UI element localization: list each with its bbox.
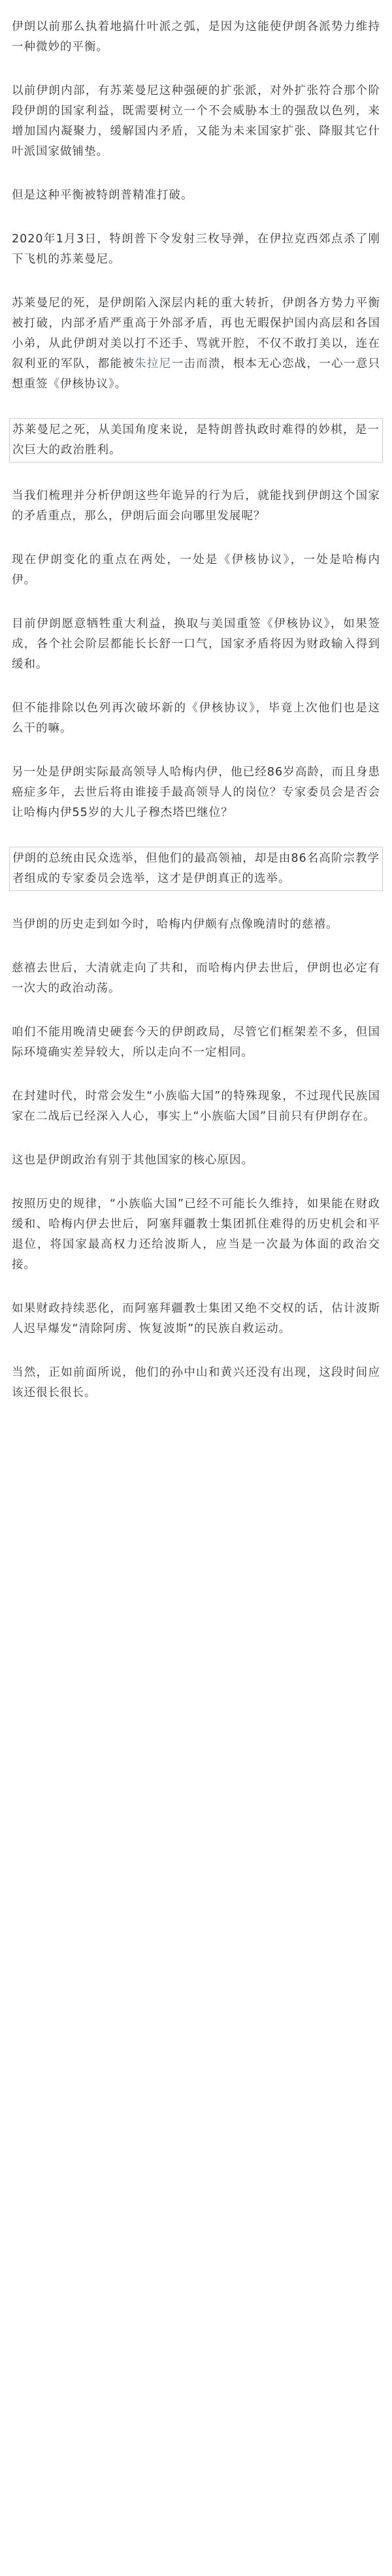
paragraph: 另一处是伊朗实际最高领导人哈梅内伊，他已经86岁高龄，而且身患癌症多年，去世后将由谁接手最高领导人的岗位？专家委员会是否会让哈梅内伊55岁的大儿子穆杰塔巴继位？ [12, 766, 380, 819]
paragraph: 当我们梳理并分析伊朗这些年诡异的行为后，就能找到伊朗这个国家的矛盾重点，那么，伊朗后面会向哪里发展呢？ [12, 489, 380, 523]
paragraph: 按照历史的规律，“小族临大国”已经不可能长久维持，如果能在财政缓和、哈梅内伊去世后，阿塞拜疆教士集团抓住难得的历史机会和平退位，将国家最高权力还给波斯人，应当是一次最为体面的政治交接。 [12, 1198, 380, 1271]
highlighted-paragraph: 伊朗的总统由民众选举，但他们的最高领袖，却是由86名高阶宗教学者组成的专家委员会选举，这才是伊朗真正的选举。 [9, 847, 383, 891]
paragraph: 但不能排除以色列再次破坏新的《伊核协议》，毕竟上次他们也是这么干的嘛。 [12, 702, 380, 735]
paragraph: 咱们不能用晚清史硬套今天的伊朗政局，尽管它们框架差不多，但国际环境确实差异较大，所以走向不一定相同。 [12, 1026, 380, 1059]
zhulani-link[interactable]: 朱拉尼 [135, 357, 172, 370]
paragraph: 2020年1月3日，特朗普下令发射三枚导弹，在伊拉克西郊点杀了刚下飞机的苏莱曼尼。 [12, 233, 380, 266]
paragraph: 现在伊朗变化的重点在两处，一处是《伊核协议》，一处是哈梅内伊。 [12, 553, 380, 587]
paragraph-text: 苏莱曼尼的死，是伊朗陷入深层内耗的重大转折，伊朗各方势力平衡被打破，内部矛盾严重高于外部矛盾，再也无暇保护国内高层和各国小弟，从此伊朗对美以打不还手、骂就开腔，不仅不敢打美以，连在叙利亚的军队，都能被 [12, 297, 380, 370]
paragraph: 在封建时代，时常会发生“小族临大国”的特殊现象，不过现代民族国家在二战后已经深入人心，事实上“小族临大国”目前只有伊朗存在。 [12, 1090, 380, 1123]
paragraph: 以前伊朗内部，有苏莱曼尼这种强硬的扩张派，对外扩张符合那个阶段伊朗的国家利益，既需要树立一个不会威胁本土的强敌以色列，来增加国内凝聚力，缓解国内矛盾，又能为未来国家扩张、降服其它什叶派国家做铺垫。 [12, 84, 380, 158]
paragraph: 当伊朗的历史走到如今时，哈梅内伊颇有点像晚清时的慈禧。 [12, 918, 338, 931]
paragraph: 但是这种平衡被特朗普精准打破。 [12, 189, 193, 202]
paragraph-text: 一击而溃，根本无心恋战，一心一意只想重签《伊核协议》。 [12, 357, 381, 391]
paragraph: 当然，正如前面所说，他们的孙中山和黄兴还没有出现，这段时间应该还很长很长。 [12, 1366, 380, 1399]
paragraph: 这也是伊朗政治有别于其他国家的核心原因。 [12, 1154, 253, 1167]
paragraph: 目前伊朗愿意牺牲重大利益，换取与美国重签《伊核协议》，如果签成，各个社会阶层都能长长舒一口气，国家矛盾将因为财政输入得到缓和。 [12, 617, 380, 671]
paragraph: 如果财政持续恶化，而阿塞拜疆教士集团又绝不交权的话，估计波斯人迟早爆发“清除阿虏、恢复波斯”的民族自救运动。 [12, 1302, 380, 1335]
paragraph: 伊朗以前那么执着地搞什叶派之弧，是因为这能使伊朗各派势力维持一种微妙的平衡。 [12, 20, 380, 54]
highlighted-paragraph: 苏莱曼尼之死，从美国角度来说，是特朗普执政时难得的妙棋，是一次巨大的政治胜利。 [9, 418, 383, 463]
paragraph-with-link [12, 293, 380, 395]
paragraph: 慈禧去世后，大清就走向了共和，而哈梅内伊去世后，伊朗也必定有一次大的政治动荡。 [12, 962, 380, 995]
